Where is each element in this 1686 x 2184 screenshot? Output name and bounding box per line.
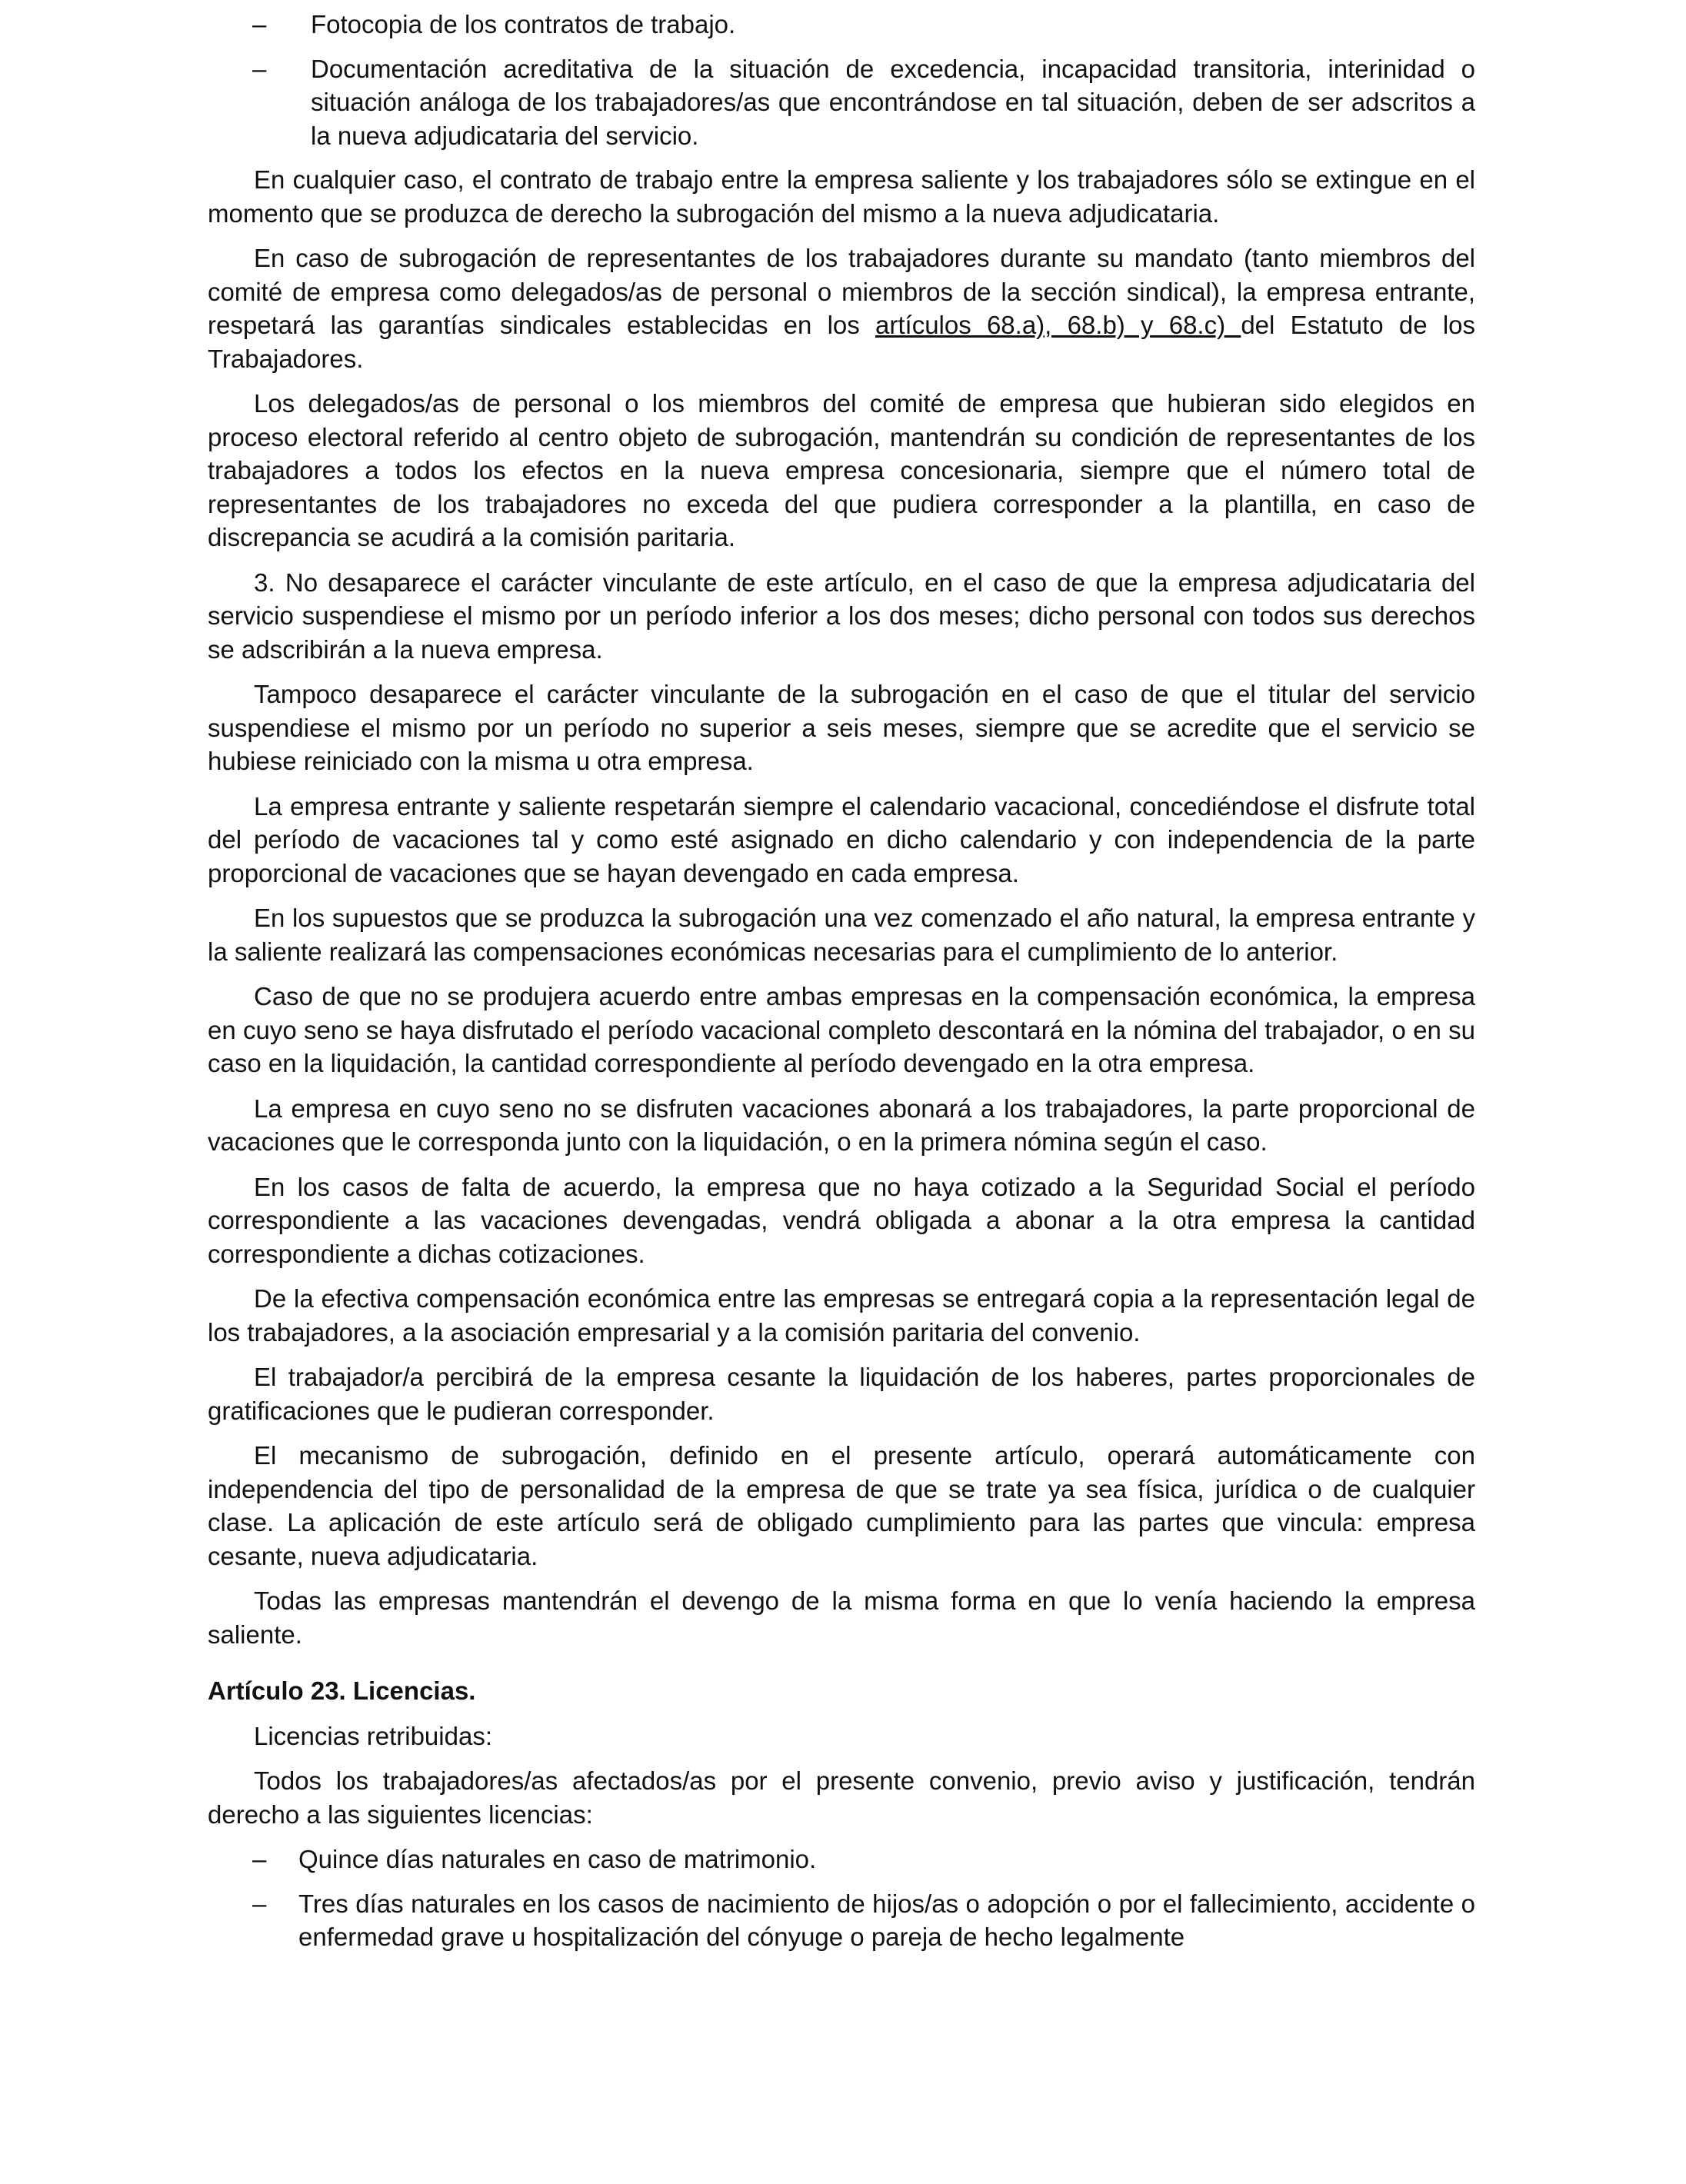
paragraph: Todos los trabajadores/as afectados/as por el presente convenio, previo aviso y justificación, tendrán derecho a las siguientes licencias: [208,1766,1475,1829]
dash-bullet: – [252,54,267,83]
paragraph: El mecanismo de subrogación, definido en el presente artículo, operará automáticamente con independencia del tipo de personalidad de la empresa de que se trate ya sea física, jurídica o de cualquier clase. La aplicación de este artículo será de obligado cumplimiento para las partes que vincula: empresa cesante, nueva adjudicataria. [208,1441,1475,1570]
paragraph: Caso de que no se produjera acuerdo entre ambas empresas en la compensación económica, la empresa en cuyo seno se haya disfrutado el período vacacional completo descontará en la nómina del trabajador, o en su caso en la liquidación, la cantidad correspondiente al período devengado en la otra empresa. [208,982,1475,1077]
subheading: Licencias retribuidas: [254,1721,492,1750]
list-item-text: Tres días naturales en los casos de nacimiento de hijos/as o adopción o por el fallecimiento, accidente o enfermedad grave u hospitalización del cónyuge o pareja de hecho legalmente [298,1889,1475,1951]
paragraph: En los supuestos que se produzca la subrogación una vez comenzado el año natural, la empresa entrante y la saliente realizará las compensaciones económicas necesarias para el cumplimiento de lo anterior. [208,904,1475,966]
list-item-text: Documentación acreditativa de la situación de excedencia, incapacidad transitoria, interinidad o situación análoga de los trabajadores/as que encontrándose en tal situación, deben de ser adscritos a la nueva adjudicataria del servicio. [311,54,1475,150]
list-item [208,8,1475,42]
paragraph: Todas las empresas mantendrán el devengo de la misma forma en que lo venía haciendo la empresa saliente. [208,1586,1475,1649]
list-item [208,52,1475,153]
paragraph-text: En caso de subrogación de representantes de los trabajadores durante su mandato (tanto miembros del comité de empresa como delegados/as de personal o miembros de la sección sindical), la empresa entrante, respetará las garantías sindicales establecidas en los [208,244,1475,339]
dash-bullet: – [252,10,267,38]
dash-bullet: – [252,1845,267,1873]
paragraph: En cualquier caso, el contrato de trabajo entre la empresa saliente y los trabajadores sólo se extingue en el momento que se produzca de derecho la subrogación del mismo a la nueva adjudicataria. [208,165,1475,228]
paragraph: De la efectiva compensación económica entre las empresas se entregará copia a la representación legal de los trabajadores, a la asociación empresarial y a la comisión paritaria del convenio. [208,1284,1475,1347]
list-item [208,1843,1475,1876]
document-page [208,8,1475,1965]
paragraph: 3. No desaparece el carácter vinculante de este artículo, en el caso de que la empresa adjudicataria del servicio suspendiese el mismo por un período inferior a los dos meses; dicho personal con todos sus derechos se adscribirán a la nueva empresa. [208,568,1475,664]
list-item-text: Quince días naturales en caso de matrimonio. [298,1845,817,1873]
dash-bullet: – [252,1889,267,1918]
statute-article-link[interactable]: artículos 68.a), 68.b) y 68.c) [875,311,1241,339]
paragraph: Los delegados/as de personal o los miembros del comité de empresa que hubieran sido elegidos en proceso electoral referido al centro objeto de subrogación, mantendrán su condición de representantes de los trabajadores a todos los efectos en la nueva empresa concesionaria, siempre que el número total de representantes de los trabajadores no exceda del que pudiera corresponder a la plantilla, en caso de discrepancia se acudirá a la comisión paritaria. [208,389,1475,551]
list-item-text: Fotocopia de los contratos de trabajo. [311,10,736,38]
section-heading: Artículo 23. Licencias. [208,1676,476,1705]
paragraph: La empresa en cuyo seno no se disfruten vacaciones abonará a los trabajadores, la parte proporcional de vacaciones que le corresponda junto con la liquidación, o en la primera nómina según el caso. [208,1094,1475,1156]
paragraph: La empresa entrante y saliente respetarán siempre el calendario vacacional, concediéndose el disfrute total del período de vacaciones tal y como esté asignado en dicho calendario y con independencia de la parte proporcional de vacaciones que se hayan devengado en cada empresa. [208,791,1475,887]
paragraph: El trabajador/a percibirá de la empresa cesante la liquidación de los haberes, partes proporcionales de gratificaciones que le pudieran corresponder. [208,1363,1475,1425]
list-item [208,1887,1475,1954]
paragraph: En los casos de falta de acuerdo, la empresa que no haya cotizado a la Seguridad Social el período correspondiente a las vacaciones devengadas, vendrá obligada a abonar a la otra empresa la cantidad correspondiente a dichas cotizaciones. [208,1172,1475,1268]
paragraph [208,241,1475,375]
paragraph: Tampoco desaparece el carácter vinculante de la subrogación en el caso de que el titular del servicio suspendiese el mismo por un período no superior a seis meses, siempre que se acredite que el servicio se hubiese reiniciado con la misma u otra empresa. [208,680,1475,775]
paragraph-text: del Estatuto de los Trabajadores. [208,311,1476,373]
